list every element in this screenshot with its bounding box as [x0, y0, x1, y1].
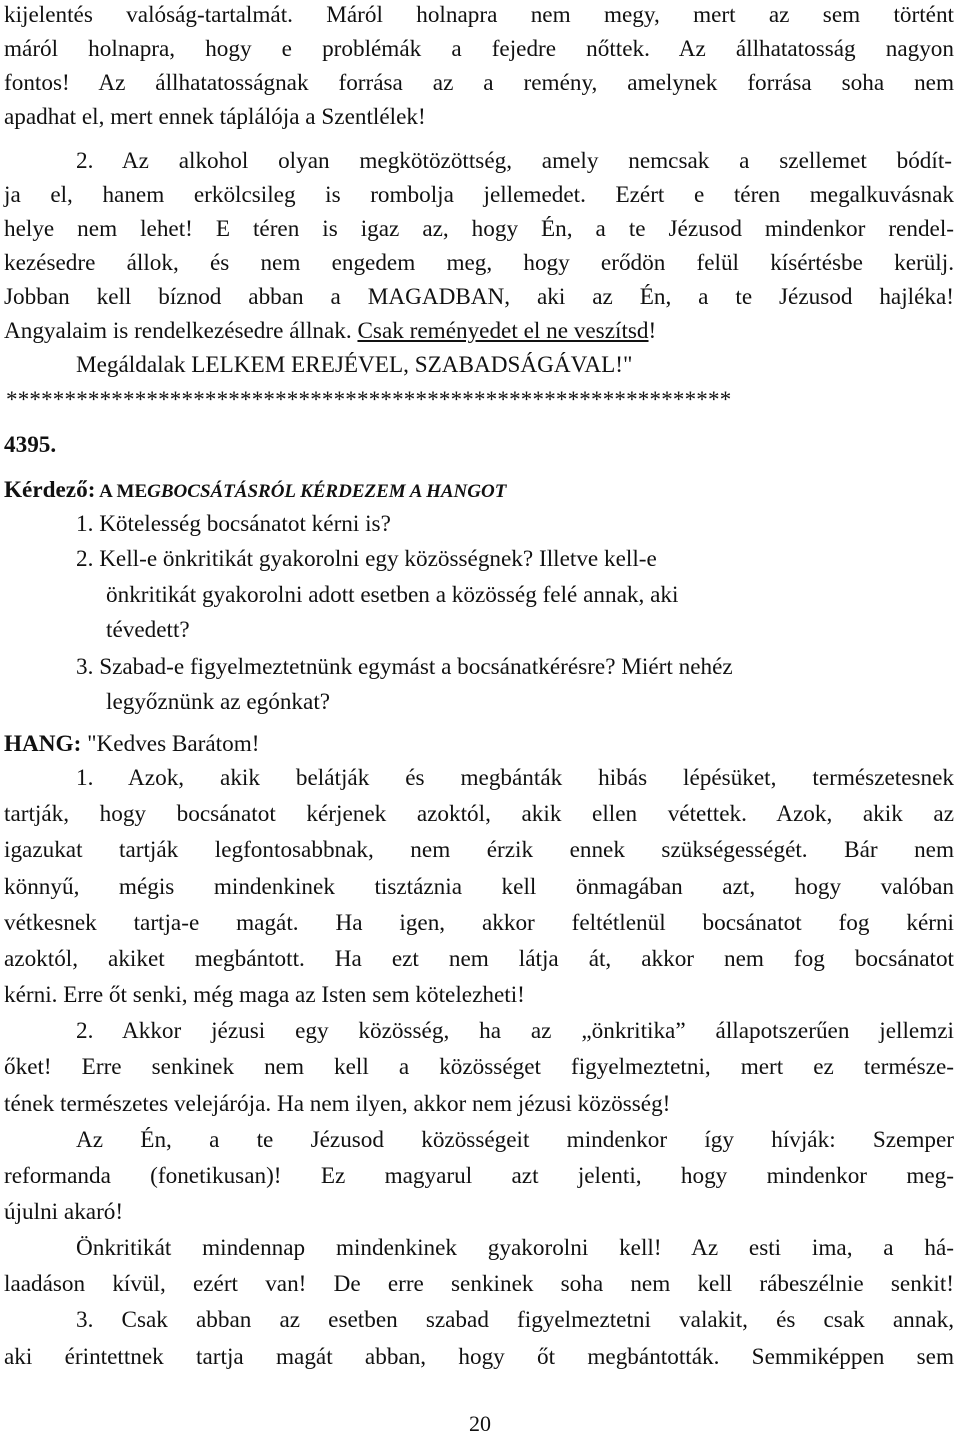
text-line: máról holnapra, hogy e problémák a fejedre nőttek. Az állhatatosság nagyon	[4, 36, 954, 62]
question-line: tévedett?	[106, 617, 190, 643]
text-span: !	[648, 318, 657, 344]
underlined-text: Csak reményedet el ne veszítsd	[357, 318, 649, 344]
answer-line: 3. Csak abban az esetben szabad figyelmeztetni valakit, és csak annak,	[76, 1307, 954, 1333]
text-span: Angyalaim is rendelkezésedre állnak.	[4, 318, 358, 344]
question-line: 2. Kell-e önkritikát gyakorolni egy közösségnek? Illetve kell-e	[76, 546, 657, 572]
page-number: 20	[469, 1411, 491, 1436]
answer-line: vétkesnek tartja-e magát. Ha igen, akkor feltétlenül bocsánatot fog kérni	[4, 910, 954, 936]
text-line: Jobban kell bíznod abban a MAGADBAN, aki az Én, a te Jézusod hajléka!	[4, 284, 954, 310]
text-line: fontos! Az állhatatosságnak forrása az a remény, amelynek forrása soha nem	[4, 70, 954, 96]
text-line: apadhat el, mert ennek táplálója a Szentlélek!	[4, 104, 426, 130]
answer-line: újulni akaró!	[4, 1199, 124, 1225]
separator-line: **************************************************************	[6, 387, 732, 412]
answer-line: aki érintettnek tartja magát abban, hogy őt megbántották. Semmiképpen sem	[4, 1344, 954, 1370]
question-line: 1. Kötelesség bocsánatot kérni is?	[76, 511, 391, 537]
hang-label: HANG:	[4, 731, 82, 757]
answer-line: tartják, hogy bocsánatot kérjenek azoktól, akik ellen vétettek. Azok, akik az	[4, 801, 954, 827]
text-line: 2. Az alkohol olyan megkötözöttség, amely nemcsak a szellemet bódít-	[76, 148, 952, 174]
text-line: helye nem lehet! E téren is igaz az, hogy Én, a te Jézusod mindenkor rendel-	[4, 216, 954, 242]
blessing-line: Megáldalak LELKEM EREJÉVEL, SZABADSÁGÁVAL!"	[76, 352, 633, 378]
question-line: legyőznünk az egónkat?	[106, 689, 331, 715]
questioner-topic: GBOCSÁTÁSRÓL KÉRDEZEM A HANGOT	[147, 481, 507, 502]
answer-line: laadáson kívül, ezért van! De erre senkinek soha nem kell rábeszélnie senkit!	[4, 1271, 954, 1297]
question-line: önkritikát gyakorolni adott esetben a közösség felé annak, aki	[106, 582, 679, 608]
answer-line: könnyű, mégis mindenkinek tisztáznia kell önmagában azt, hogy valóban	[4, 874, 954, 900]
text-line: kezésedre állok, és nem engedem meg, hogy erődön felül kísértésbe kerülj.	[4, 250, 954, 276]
question-line: 3. Szabad-e figyelmeztetnünk egymást a bocsánatkérésre? Miért nehéz	[76, 654, 733, 680]
text-line: ja el, hanem erkölcsileg is rombolja jellemedet. Ezért e téren megalkuvásnak	[4, 182, 954, 208]
answer-line: 1. Azok, akik belátják és megbánták hibás lépésüket, természetesnek	[76, 765, 954, 791]
text-line: kijelentés valóság-tartalmát. Máról holnapra nem megy, mert az sem történt	[4, 2, 954, 28]
answer-line: azoktól, akiket megbántott. Ha ezt nem látja át, akkor nem fog bocsánatot	[4, 946, 954, 972]
answer-line: Az Én, a te Jézusod közösségeit mindenkor így hívják: Szemper	[76, 1127, 954, 1153]
answer-line: tének természetes velejárója. Ha nem ilyen, akkor nem jézusi közösség!	[4, 1091, 671, 1117]
hang-greeting: "Kedves Barátom!	[81, 731, 260, 757]
answer-line: őket! Erre senkinek nem kell a közösséget figyelmeztetni, mert ez természe-	[4, 1054, 954, 1080]
questioner-label: Kérdező:	[4, 477, 96, 503]
answer-line: Önkritikát mindennap mindenkinek gyakorolni kell! Az esti ima, a há-	[76, 1235, 954, 1261]
questioner-line	[4, 475, 506, 507]
hang-line	[4, 729, 259, 759]
text-line	[4, 316, 656, 346]
answer-line: kérni. Erre őt senki, még maga az Isten sem kötelezheti!	[4, 982, 525, 1008]
questioner-topic: A ME	[95, 481, 148, 502]
answer-line: reformanda (fonetikusan)! Ez magyarul azt jelenti, hogy mindenkor meg-	[4, 1163, 954, 1189]
message-number: 4395.	[4, 432, 57, 458]
answer-line: 2. Akkor jézusi egy közösség, ha az „önkritika” állapotszerűen jellemzi	[76, 1018, 954, 1044]
answer-line: igazukat tartják legfontosabbnak, nem érzik ennek szükségességét. Bár nem	[4, 837, 954, 863]
